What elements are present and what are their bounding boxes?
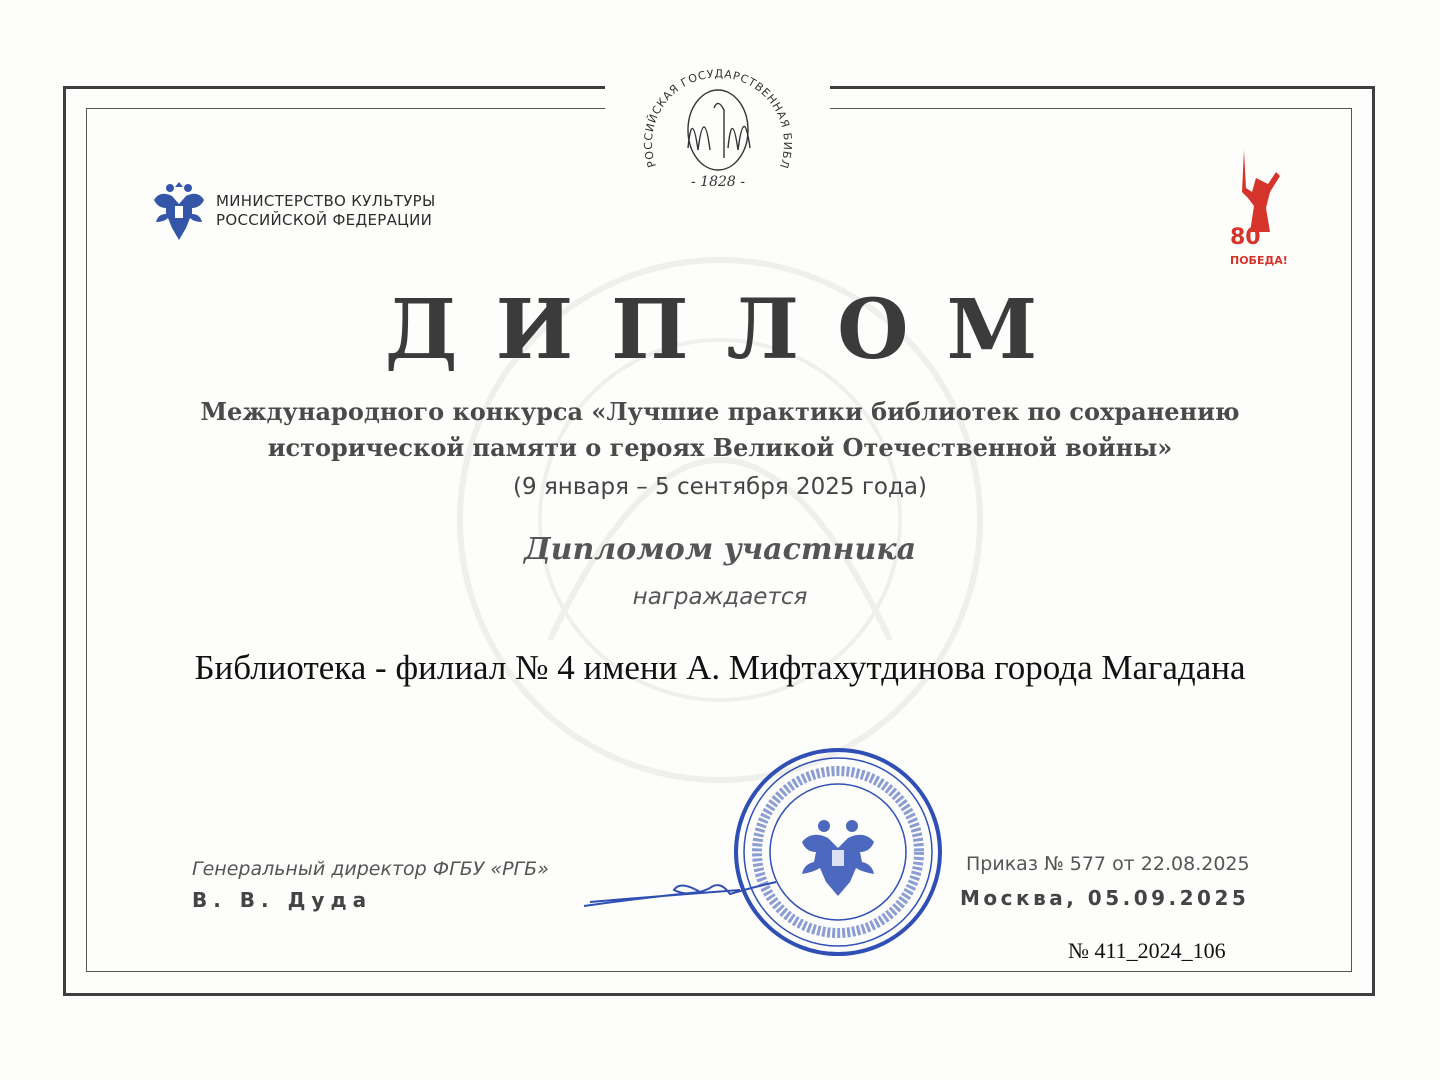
registration-number: № 411_2024_106 bbox=[1068, 938, 1226, 963]
place-and-date: Москва, 05.09.2025 bbox=[960, 886, 1250, 910]
ministry-name-line1: МИНИСТЕРСТВО КУЛЬТУРЫ bbox=[216, 192, 436, 210]
victory-label: ПОБЕДА! bbox=[1230, 254, 1288, 267]
recipient-name: Библиотека - филиал № 4 имени А. Мифтахутдинова города Магадана bbox=[194, 648, 1246, 687]
awarded-text: награждается bbox=[632, 584, 808, 610]
diploma-title: ДИПЛОМ bbox=[384, 282, 1076, 378]
order-number: Приказ № 577 от 22.08.2025 bbox=[966, 853, 1250, 875]
contest-line1: Международного конкурса «Лучшие практики библиотек по сохранению bbox=[200, 397, 1240, 426]
official-stamp bbox=[732, 746, 944, 958]
contest-line2: исторической памяти о героях Великой Отечественной войны» bbox=[267, 433, 1173, 462]
victory-number: 80 bbox=[1230, 225, 1261, 250]
contest-name bbox=[150, 394, 1290, 466]
double-headed-eagle-icon bbox=[150, 178, 208, 244]
contest-dates: (9 января – 5 сентября 2025 года) bbox=[513, 474, 927, 500]
rgb-year: - 1828 - bbox=[691, 174, 745, 190]
victory-80-logo bbox=[1222, 148, 1292, 268]
director-name: В. В. Дуда bbox=[192, 888, 373, 912]
rgb-ring-text: РОССИЙСКАЯ ГОСУДАРСТВЕННАЯ БИБЛ bbox=[641, 67, 795, 171]
rgb-library-logo bbox=[632, 38, 804, 198]
svg-text:РОССИЙСКАЯ ГОСУДАРСТВЕННАЯ БИБ bbox=[632, 38, 794, 170]
award-type: Дипломом участника bbox=[523, 532, 917, 567]
director-title: Генеральный директор ФГБУ «РГБ» bbox=[192, 858, 549, 880]
ministry-logo bbox=[150, 178, 470, 244]
ministry-name-line2: РОССИЙСКОЙ ФЕДЕРАЦИИ bbox=[216, 211, 433, 229]
